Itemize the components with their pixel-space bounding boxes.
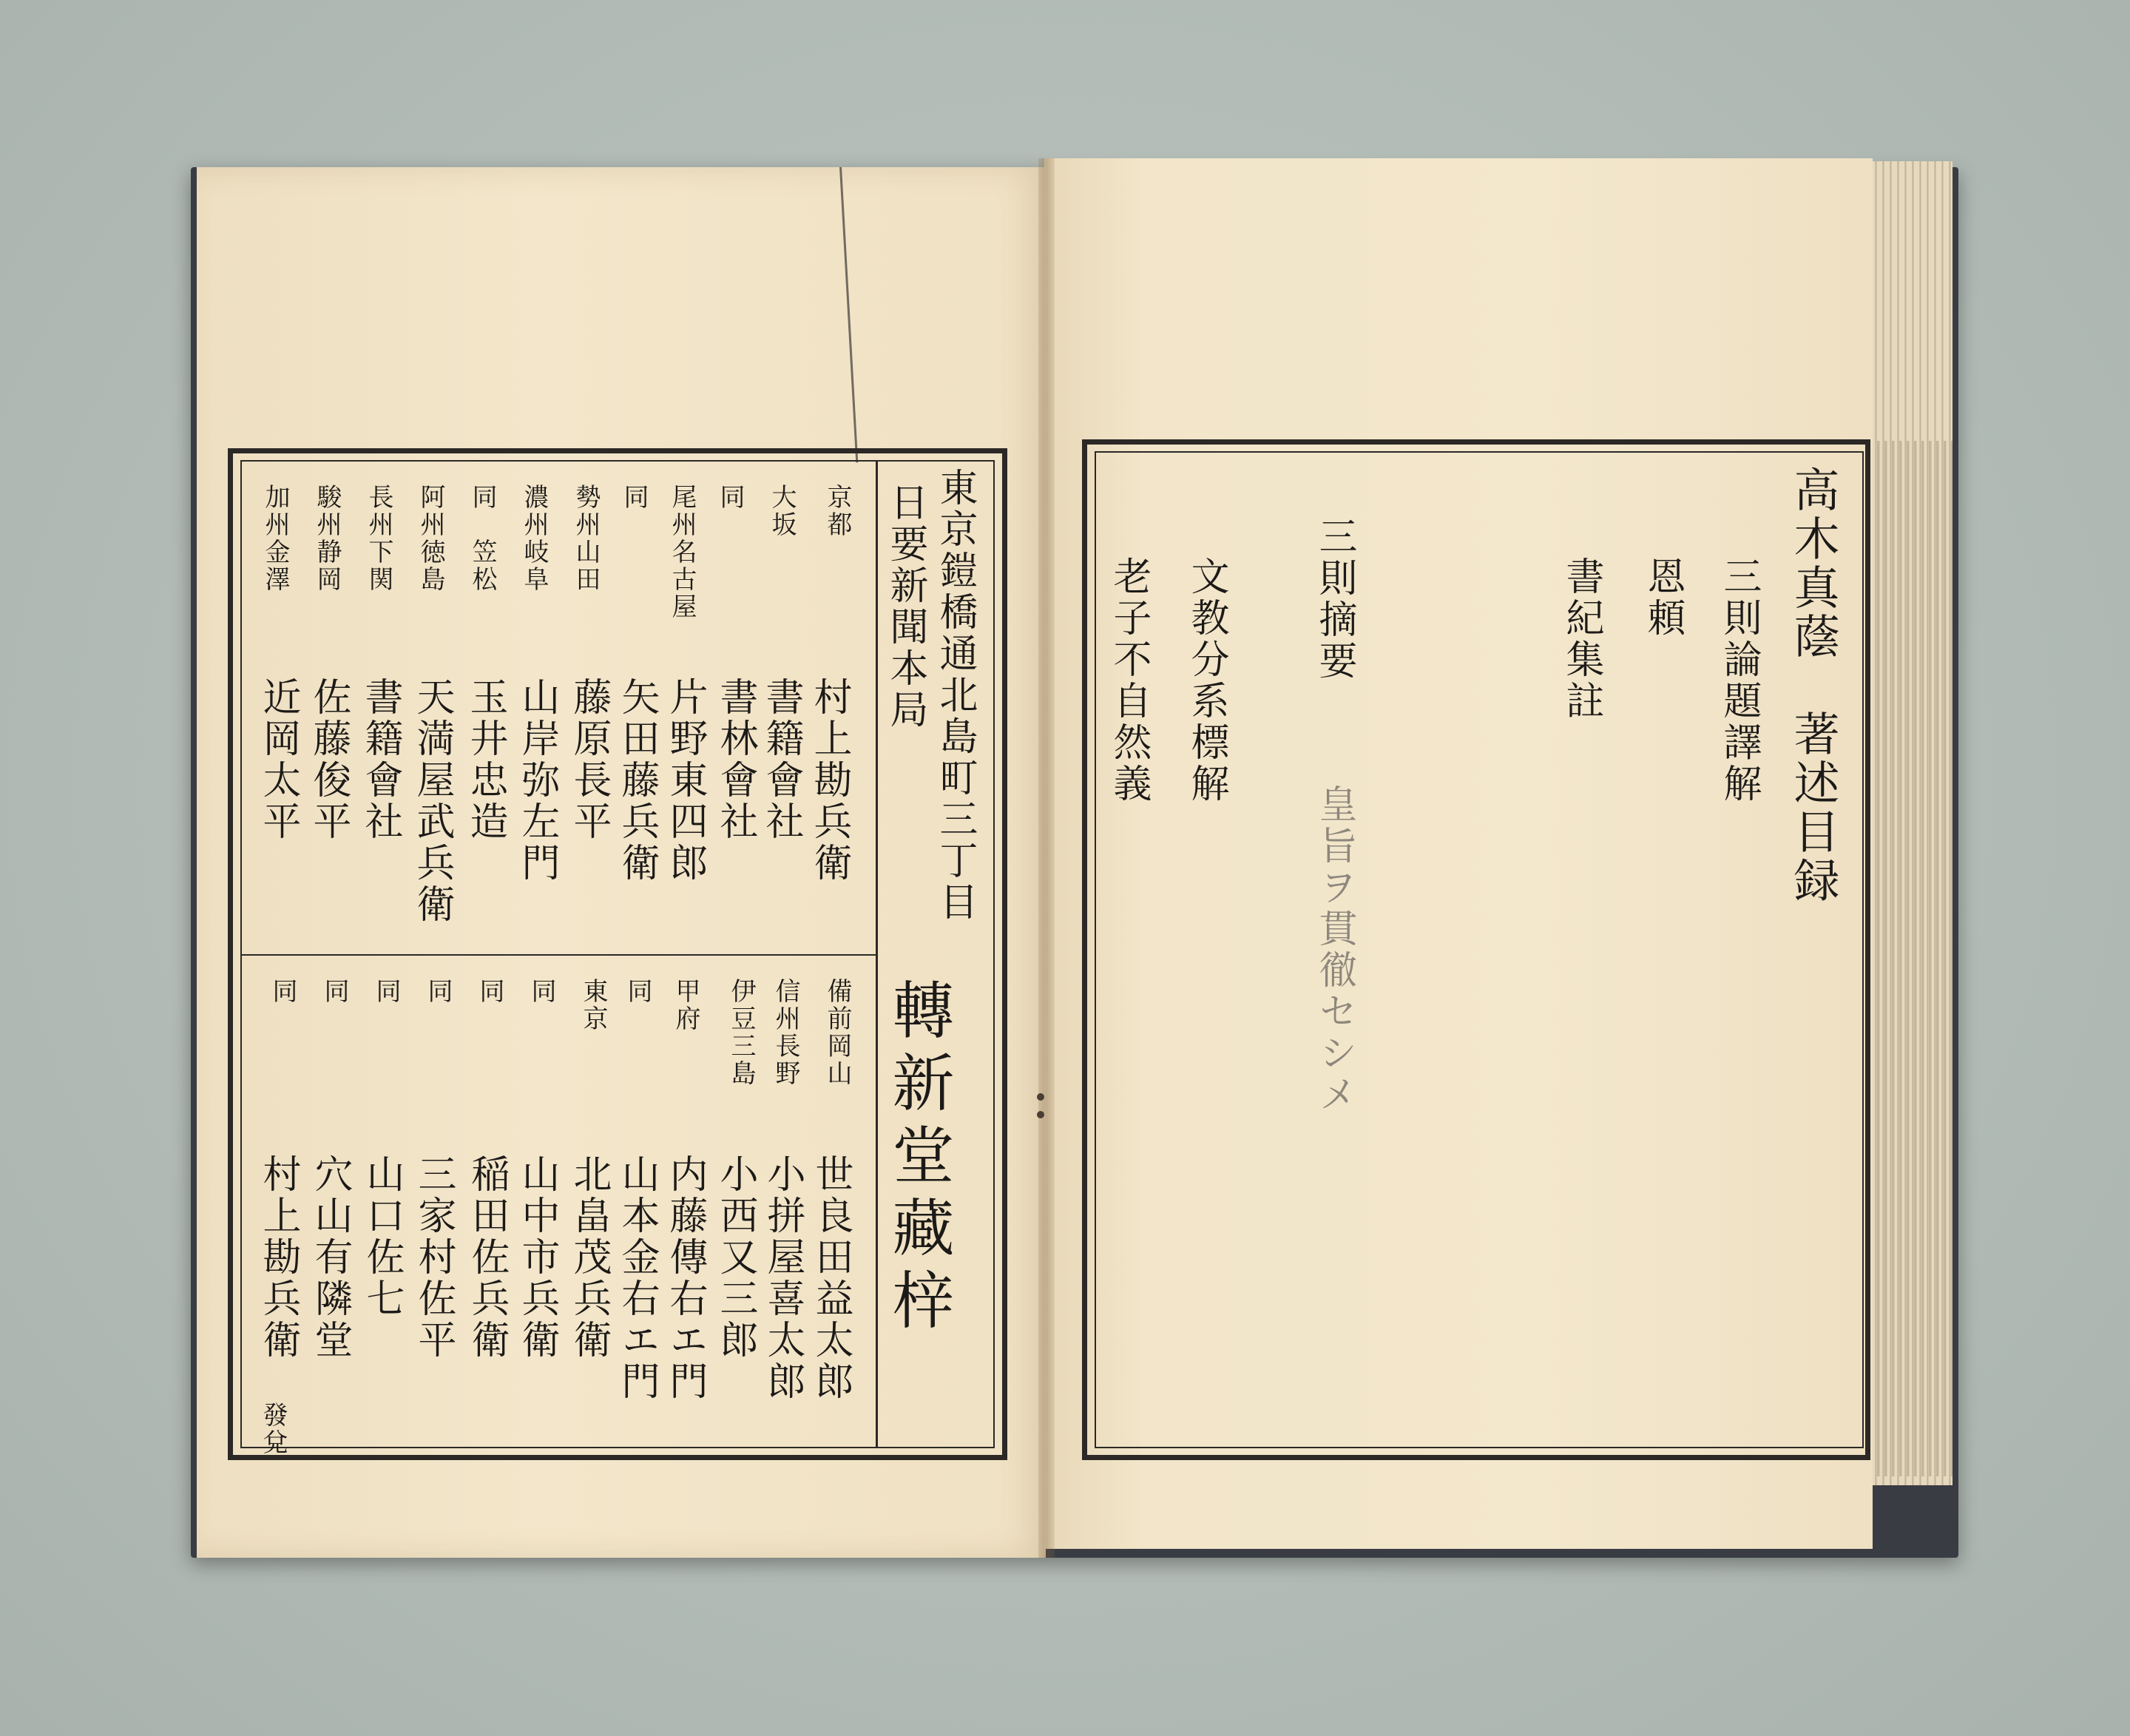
seller-place: 備前岡山: [822, 978, 852, 1087]
publisher-suffix: 發兌: [258, 1402, 288, 1456]
seller-place: 同: [475, 978, 504, 1005]
publisher-address: 東京鎧橋通北島町三丁目: [933, 467, 977, 923]
seller-place: 同: [423, 978, 453, 1005]
seller-place: 阿州徳島: [416, 484, 445, 593]
seller-name: 山本金右エ門: [615, 1154, 659, 1402]
seller-place: 長州下関: [364, 484, 393, 593]
catalogue-entry: 老子不自然義: [1106, 556, 1151, 805]
catalogue-entry: 三則論題譯解: [1717, 556, 1761, 805]
seller-place: 加州金澤: [260, 484, 290, 593]
catalogue-entry: 恩頼: [1640, 556, 1685, 639]
seller-name: 村上勘兵衛: [807, 677, 851, 884]
seller-place: 同: [320, 978, 349, 1005]
seller-place: 大坂: [767, 484, 797, 538]
seller-name: 天満屋武兵衛: [410, 677, 454, 925]
colophon-divider-horizontal: [240, 954, 876, 956]
catalogue-title: 高木真蔭 著述目録: [1786, 466, 1840, 905]
seller-name: 村上勘兵衛: [256, 1154, 300, 1361]
seller-place: 同: [619, 484, 649, 511]
binding-thread-mark: [1037, 1093, 1044, 1101]
seller-name: 山口佐七: [359, 1154, 404, 1320]
book-gutter: [1038, 158, 1055, 1558]
seller-name: 山中市兵衛: [515, 1154, 559, 1361]
seller-name: 山岸弥左門: [515, 677, 559, 884]
seller-place: 同: [715, 484, 745, 511]
seller-place: 京都: [822, 484, 852, 538]
seller-name: 穴山有隣堂: [308, 1154, 352, 1361]
catalogue-entry: 文教分系標解: [1184, 556, 1228, 805]
seller-place: 勢州山田: [571, 484, 601, 593]
page-edge-tabs: [1870, 441, 1952, 1476]
seller-name: 書籍會社: [759, 677, 803, 842]
seller-name: 世良田益太郎: [808, 1154, 853, 1402]
publisher-office: 日要新聞本局: [883, 482, 927, 731]
binding-thread-mark: [1037, 1111, 1044, 1118]
seller-place: 濃州岐阜: [519, 484, 549, 593]
seller-place: 同: [527, 978, 556, 1005]
seller-place: 信州長野: [771, 978, 800, 1087]
seller-place: 東京: [578, 978, 608, 1033]
imprint-seal-line: 轉新堂藏梓: [882, 978, 955, 1340]
catalogue-entry-note: 皇旨ヲ貫徹セシメ: [1312, 784, 1356, 1115]
seller-name: 三家村佐平: [411, 1154, 456, 1361]
seller-name: 小拼屋喜太郎: [760, 1154, 805, 1402]
seller-name: 佐藤俊平: [306, 677, 351, 842]
seller-name: 稲田佐兵衛: [464, 1154, 509, 1361]
seller-name: 書籍會社: [358, 677, 402, 842]
seller-place: 伊豆三島: [726, 978, 756, 1087]
seller-name: 内藤傳右エ門: [663, 1154, 707, 1402]
bleed-through-text: [1492, 518, 1531, 1420]
seller-place: 同: [371, 978, 401, 1005]
seller-name: 矢田藤兵衛: [615, 677, 659, 884]
seller-place: 駿州静岡: [312, 484, 342, 593]
seller-name: 片野東四郎: [663, 677, 707, 884]
seller-name: 書林會社: [713, 677, 757, 842]
seller-place: 尾州名古屋: [667, 484, 697, 621]
seller-name: 玉井忠造: [463, 677, 507, 842]
seller-place: 同: [623, 978, 652, 1005]
seller-place: 同: [268, 978, 297, 1005]
catalogue-entry: 三則摘要: [1312, 516, 1356, 682]
seller-place: 甲府: [671, 978, 700, 1033]
seller-place: 同 笠松: [467, 484, 497, 593]
seller-name: 藤原長平: [567, 677, 611, 842]
seller-name: 近岡太平: [256, 677, 300, 842]
seller-name: 小西又三郎: [713, 1154, 757, 1361]
catalogue-entry: 書紀集註: [1559, 556, 1603, 722]
seller-name: 北畠茂兵衛: [567, 1154, 611, 1361]
